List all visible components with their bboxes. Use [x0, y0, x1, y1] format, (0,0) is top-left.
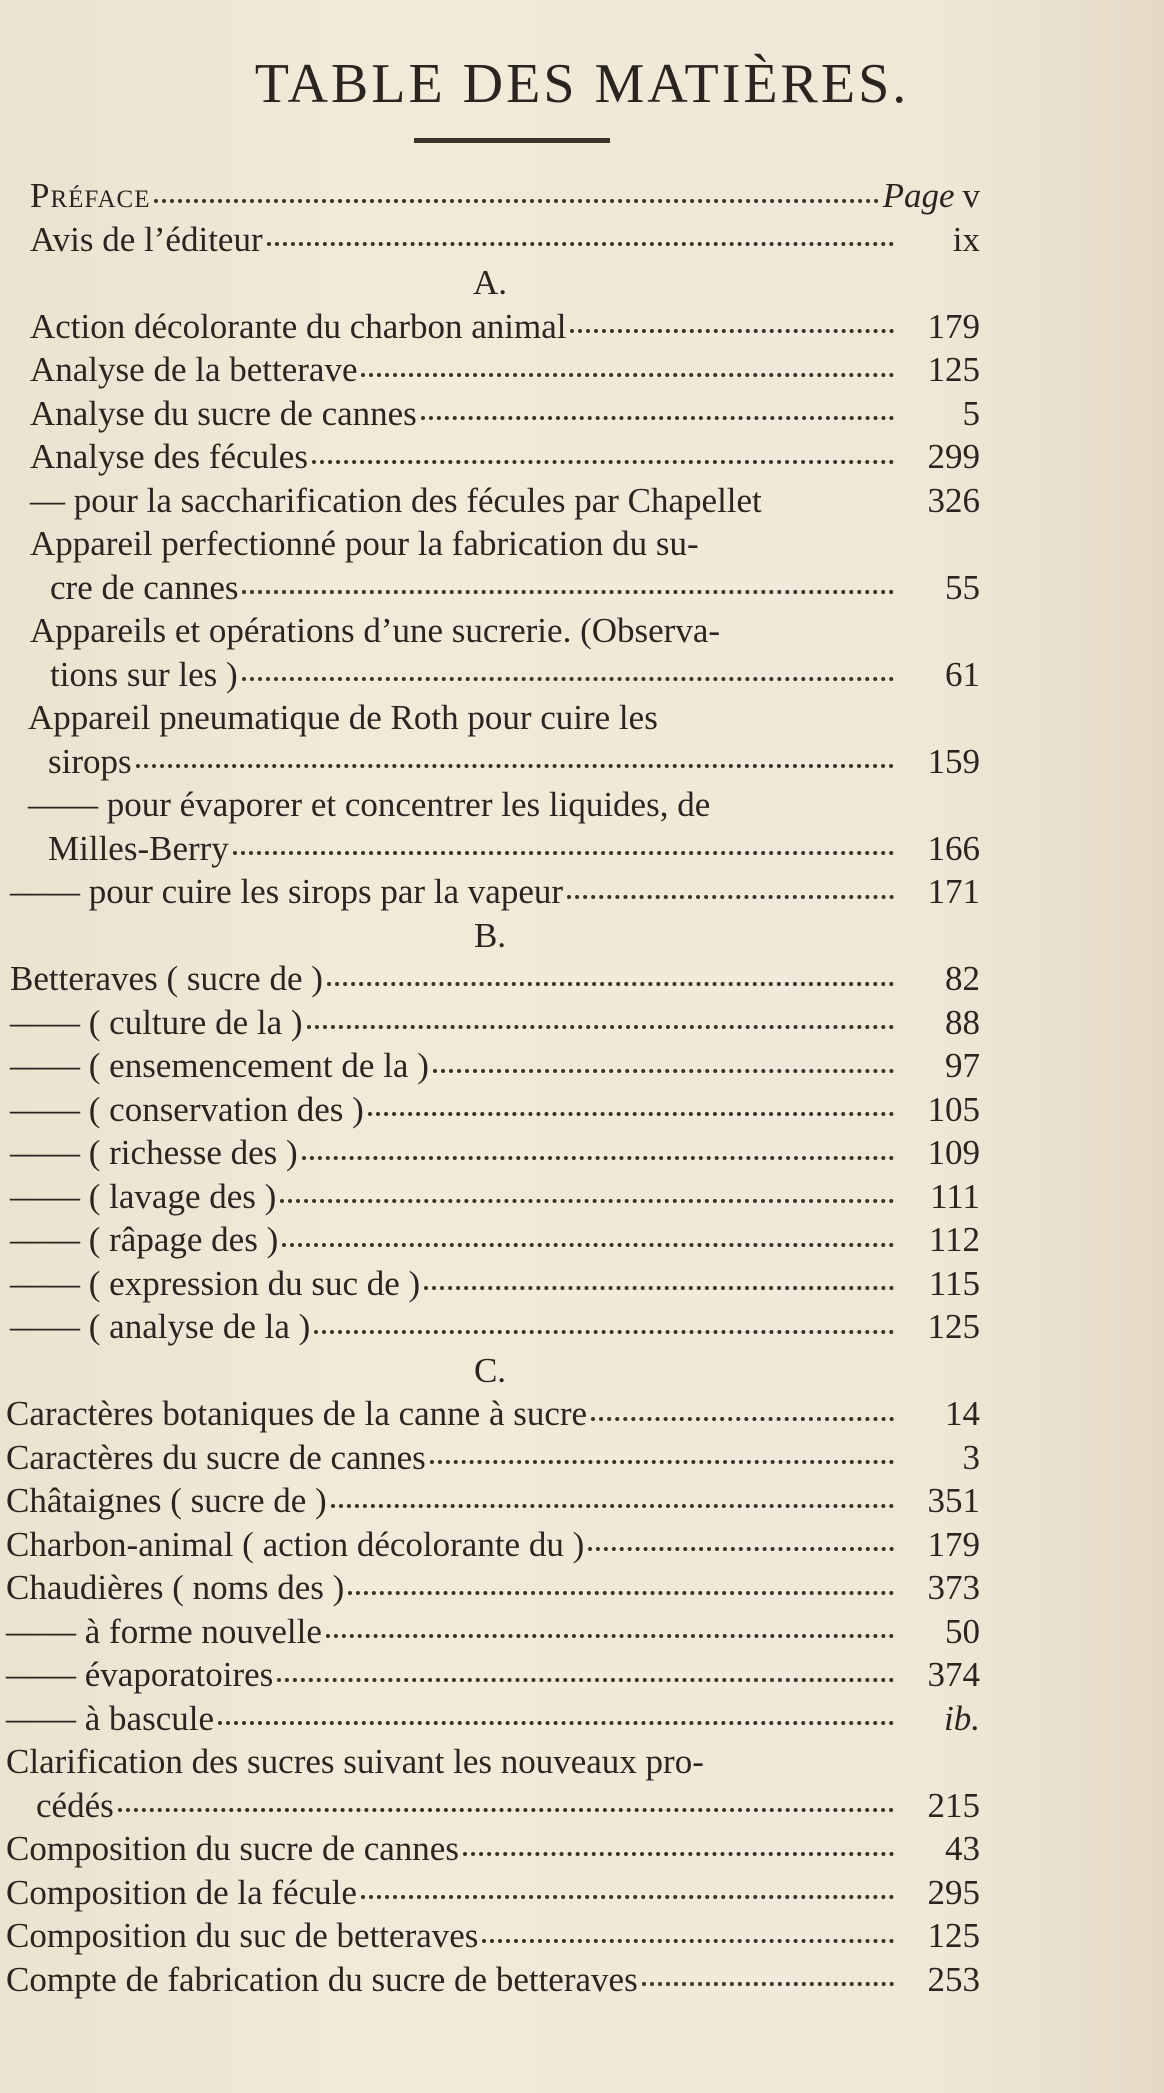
toc-entry [0, 1392, 980, 1436]
toc-entry [0, 1218, 980, 1262]
toc-entry [0, 783, 980, 827]
dot-leader [280, 1199, 894, 1203]
toc-entry-page: 61 [945, 654, 980, 694]
dot-leader [327, 982, 894, 986]
dot-leader [421, 416, 894, 420]
dot-leader [430, 1460, 894, 1464]
dot-leader [242, 590, 894, 594]
toc-entry [0, 1740, 980, 1784]
toc-entry-title: Caractères du sucre de cannes [6, 1437, 426, 1477]
toc-entry-title: Compte de fabrication du sucre de betteraves [6, 1959, 638, 1999]
toc-entry-page: 82 [945, 959, 980, 998]
toc-entry [0, 348, 980, 392]
toc-entry-page: v [962, 176, 980, 215]
dot-leader [463, 1852, 894, 1856]
toc-entry [0, 522, 980, 566]
toc-entry-title: —— ( conservation des ) [10, 1089, 364, 1129]
toc-entry [0, 1131, 980, 1175]
toc-entry [0, 1871, 980, 1915]
toc-entry-page: 374 [927, 1655, 980, 1694]
toc-entry-title: Analyse du sucre de cannes [30, 393, 417, 433]
toc-entry [0, 957, 980, 1001]
toc-entry [0, 479, 980, 523]
toc-entry-title: Appareil perfectionné pour la fabrication du su- [30, 524, 699, 563]
toc-entry-title: —— ( richesse des ) [10, 1133, 298, 1172]
toc-entry-title: —— ( lavage des ) [10, 1176, 277, 1216]
toc-entry-page: 3 [962, 1437, 980, 1477]
dot-leader [118, 1808, 894, 1812]
toc-entry-title: —— ( analyse de la ) [10, 1307, 311, 1346]
toc-entry-title: — pour la saccharification des fécules par Chapellet [30, 480, 762, 520]
section-letter: C. [473, 1350, 507, 1390]
toc-entry-title: Analyse des fécules [30, 437, 308, 476]
dot-leader [588, 1547, 894, 1551]
toc-entry-title: Composition du sucre de cannes [6, 1829, 459, 1868]
toc-entry-title: —— à bascule [6, 1698, 214, 1738]
toc-entry-page: 351 [927, 1481, 980, 1520]
toc-entry-title: Clarification des sucres suivant les nouveaux pro- [6, 1742, 704, 1781]
dot-leader [136, 764, 894, 768]
toc-entry-page: 125 [927, 350, 980, 389]
toc-entry [0, 1523, 980, 1567]
toc-entry-page: 326 [927, 480, 980, 520]
toc-entry-title: Charbon-animal ( action décolorante du ) [6, 1524, 585, 1564]
toc-entry [0, 609, 980, 653]
toc-entry [0, 1784, 980, 1828]
toc-entry-title: Avis de l’éditeur [30, 219, 263, 259]
toc-entry [0, 1262, 980, 1306]
dot-leader [302, 1156, 894, 1160]
toc-entry [0, 1175, 980, 1219]
toc-entry-page: 50 [945, 1611, 980, 1651]
toc-entry-title: Préface [30, 176, 151, 215]
dot-leader [642, 1982, 894, 1986]
toc-entry [0, 1914, 980, 1958]
toc-entry [0, 174, 980, 218]
toc-entry [0, 305, 980, 349]
table-of-contents [0, 174, 980, 2001]
toc-entry [0, 1827, 980, 1871]
toc-entry [0, 1653, 980, 1697]
toc-entry-page: 295 [927, 1872, 980, 1912]
toc-entry [0, 653, 980, 697]
dot-leader [433, 1069, 894, 1073]
toc-entry [0, 827, 980, 871]
toc-entry-page: 179 [927, 306, 980, 346]
toc-entry-title: —— évaporatoires [6, 1655, 274, 1694]
dot-leader [570, 329, 894, 333]
dot-leader [218, 1721, 894, 1725]
toc-entry-page: 179 [927, 1524, 980, 1564]
toc-entry [0, 740, 980, 784]
toc-entry [0, 1958, 980, 2002]
toc-entry-page: 253 [927, 1959, 980, 1999]
toc-entry-page: 215 [927, 1785, 980, 1825]
toc-entry [0, 1436, 980, 1480]
toc-entry-title: —— ( râpage des ) [10, 1220, 279, 1259]
dot-leader [326, 1634, 894, 1638]
toc-entry [0, 1001, 980, 1045]
toc-entry [0, 1697, 980, 1741]
toc-entry-page: ib. [944, 1698, 980, 1738]
toc-entry-page: 88 [945, 1002, 980, 1042]
toc-entry-page: 14 [945, 1394, 980, 1433]
dot-leader [424, 1286, 894, 1290]
toc-entry-title: —— à forme nouvelle [6, 1611, 322, 1651]
toc-entry-page: 115 [928, 1263, 980, 1303]
page-label: Page [882, 176, 955, 215]
toc-entry-page: 125 [927, 1916, 980, 1955]
dot-leader [307, 1025, 894, 1029]
toc-entry-title: cédés [36, 1785, 114, 1825]
dot-leader [314, 1330, 894, 1334]
toc-entry-title: —— pour évaporer et concentrer les liquides, de [28, 785, 711, 824]
toc-entry-page: 105 [927, 1089, 980, 1129]
dot-leader [591, 1417, 894, 1421]
toc-entry-page: 159 [927, 741, 980, 781]
page-title: TABLE DES MATIÈRES. [254, 53, 910, 115]
dot-leader [567, 895, 894, 899]
toc-entry [0, 870, 980, 914]
dot-leader [482, 1939, 894, 1943]
toc-entry-page: 112 [928, 1220, 980, 1259]
toc-entry [0, 1566, 980, 1610]
section-letter: B. [473, 915, 507, 955]
dot-leader [282, 1243, 894, 1247]
toc-entry-title: Action décolorante du charbon animal [30, 306, 567, 346]
toc-entry-page: 299 [927, 437, 980, 476]
toc-entry [0, 1479, 980, 1523]
toc-entry-title: —— ( ensemencement de la ) [10, 1046, 429, 1085]
toc-entry [0, 435, 980, 479]
toc-entry-title: Châtaignes ( sucre de ) [6, 1481, 327, 1520]
dot-leader [348, 1591, 894, 1595]
dot-leader [312, 460, 894, 464]
toc-entry-title: Composition du suc de betteraves [6, 1916, 479, 1955]
dot-leader [233, 851, 894, 855]
toc-entry-page: 373 [927, 1568, 980, 1607]
toc-entry-page: 125 [927, 1307, 980, 1346]
toc-entry-title: Chaudières ( noms des ) [6, 1568, 345, 1607]
toc-entry [0, 566, 980, 610]
toc-entry-title: Betteraves ( sucre de ) [10, 959, 323, 998]
dot-leader [242, 677, 894, 681]
dot-leader [154, 199, 878, 203]
dot-leader [331, 1504, 894, 1508]
toc-entry-title: Appareils et opérations d’une sucrerie. (Observa- [30, 611, 721, 650]
toc-entry-page: 55 [945, 567, 980, 607]
section-letter: A. [472, 263, 508, 302]
toc-entry-title: sirops [48, 741, 132, 781]
toc-entry-page: 166 [927, 828, 980, 868]
toc-entry-title: tions sur les ) [50, 654, 238, 694]
toc-entry-title: Appareil pneumatique de Roth pour cuire les [28, 698, 658, 737]
toc-entry-title: Composition de la fécule [6, 1872, 357, 1912]
toc-entry-title: —— ( expression du suc de ) [10, 1263, 421, 1303]
toc-entry [0, 696, 980, 740]
dot-leader [267, 242, 894, 246]
toc-entry-title: cre de cannes [50, 567, 239, 607]
toc-entry-page: 109 [927, 1133, 980, 1172]
toc-entry-page: 97 [945, 1046, 980, 1085]
toc-entry-title: —— ( culture de la ) [10, 1002, 303, 1042]
dot-leader [361, 1895, 894, 1899]
toc-entry-page: ix [952, 219, 980, 259]
dot-leader [277, 1678, 894, 1682]
title-rule [414, 138, 610, 143]
toc-entry [0, 1610, 980, 1654]
toc-entry-page: 111 [930, 1176, 980, 1216]
toc-entry-page: 171 [927, 872, 980, 911]
toc-entry-page: 43 [945, 1829, 980, 1868]
toc-entry-title: Caractères botaniques de la canne à sucre [6, 1394, 588, 1433]
dot-leader [361, 373, 894, 377]
toc-entry-page: 5 [962, 393, 980, 433]
toc-entry-title: Analyse de la betterave [30, 350, 358, 389]
toc-entry [0, 218, 980, 262]
toc-entry [0, 392, 980, 436]
toc-entry [0, 1044, 980, 1088]
dot-leader [368, 1112, 894, 1116]
toc-entry-title: Milles-Berry [48, 828, 229, 868]
toc-entry [0, 1088, 980, 1132]
toc-entry-title: —— pour cuire les sirops par la vapeur [10, 872, 564, 911]
toc-entry [0, 1305, 980, 1349]
